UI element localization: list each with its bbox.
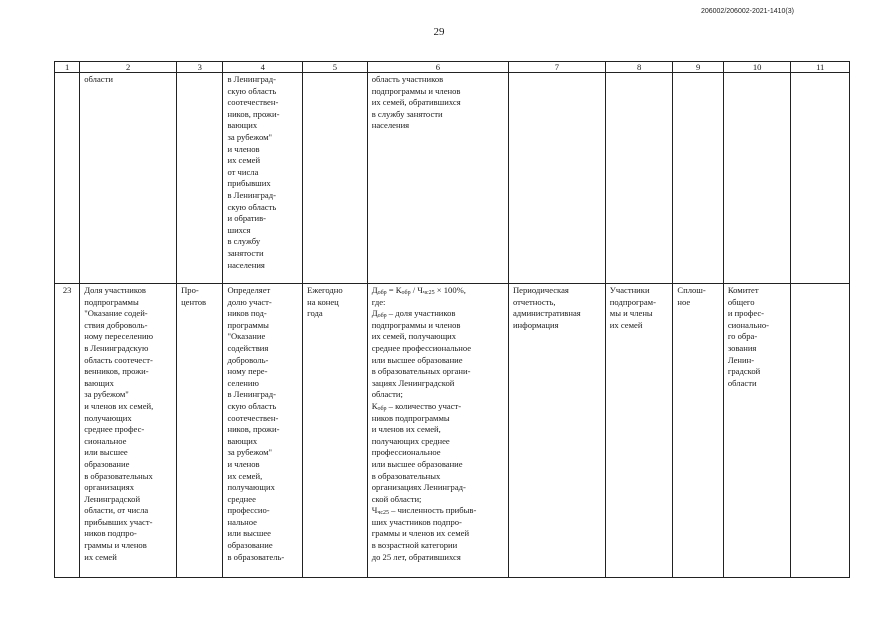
column-number: 10	[723, 62, 791, 73]
text-line: получающих	[84, 412, 132, 423]
text-line: населения	[371, 120, 410, 131]
text-line: программы	[227, 319, 269, 330]
cell-coverage	[673, 73, 723, 284]
text-line: венников, прожи-	[84, 366, 149, 377]
cell-unit	[177, 73, 223, 284]
text-line: селению	[227, 377, 259, 388]
text-line: Определяет	[227, 285, 271, 295]
text-line: подпрограммы и членов	[371, 85, 461, 96]
column-number: 1	[55, 62, 80, 73]
text-line: долю участ-	[227, 296, 272, 307]
column-number: 8	[605, 62, 673, 73]
cell-number: 23	[55, 284, 80, 578]
text-line: граммы и членов их семей	[371, 528, 470, 539]
text-line: или высшее	[227, 528, 271, 539]
text-line: ников под-	[227, 308, 267, 319]
text-line: прибывших	[227, 178, 271, 189]
text-line: сионально-	[727, 319, 769, 330]
text-line: за рубежом"	[227, 131, 273, 142]
text-line: года	[307, 308, 323, 319]
cell-definition	[223, 73, 303, 284]
text-line: в образовательных	[84, 470, 153, 481]
text-line: градской	[727, 366, 761, 377]
text-line: ской области;	[371, 493, 422, 504]
text-line: Ленинградской	[84, 493, 141, 504]
text-line: ников, прожи-	[227, 108, 280, 119]
column-number: 3	[177, 62, 223, 73]
text-line: мы и члены	[609, 308, 653, 319]
text-line: шихся	[227, 224, 251, 235]
text-line: ников, прожи-	[227, 424, 280, 435]
definition-d: $Д_{обр}$ – доля участников	[371, 308, 456, 320]
cell-unit-of-observation	[605, 73, 673, 284]
text-line: в Ленинград-	[227, 189, 276, 200]
text-line: в образовательных	[371, 470, 441, 481]
text-line: область участников	[371, 74, 444, 84]
text-line: "Оказание содей-	[84, 308, 148, 319]
cell-unit	[177, 284, 223, 578]
cell-unit-of-observation	[605, 284, 673, 578]
text-line: в Ленинград-	[227, 389, 276, 400]
column-number: 9	[673, 62, 723, 73]
cell-definition	[223, 284, 303, 578]
text-line: занятости	[227, 247, 264, 258]
formula-line: $Д_{обр} = К_{обр} / Ч_{чс25} \times 100\%$,	[371, 285, 466, 296]
text-line: среднее профессиональное	[371, 342, 472, 353]
text-line: образование	[84, 458, 130, 469]
cell-indicator-name	[80, 284, 177, 578]
text-line: отчетность,	[512, 296, 556, 307]
text-line: от числа	[227, 166, 259, 177]
text-line: нальное	[227, 516, 257, 527]
text-line: "Оказание	[227, 331, 266, 342]
text-line: их семей	[227, 155, 261, 166]
text-line: и членов	[227, 143, 260, 154]
text-line: и членов	[227, 458, 260, 469]
text-line: на конец	[307, 296, 339, 307]
text-line: до 25 лет, обратившихся	[371, 551, 461, 562]
text-line: ному переселению	[84, 331, 154, 342]
text-line: в Ленинград-	[227, 74, 276, 84]
cell-responsible	[723, 284, 791, 578]
text-line: и членов их семей,	[84, 400, 154, 411]
text-line: подпрограммы и членов	[371, 319, 461, 330]
text-line: Сплош-	[677, 285, 706, 295]
text-line: за рубежом"	[227, 447, 273, 458]
text-line: организациях	[84, 482, 135, 493]
text-line: в Ленинградскую	[84, 342, 149, 353]
text-line: в службу	[227, 236, 261, 247]
cell-notes	[791, 73, 850, 284]
text-line: вающих	[84, 377, 114, 388]
text-line: и обратив-	[227, 213, 267, 224]
text-line: зования	[727, 342, 757, 353]
text-line: их семей, получающих	[371, 331, 457, 342]
text-line: получающих	[227, 482, 275, 493]
text-line: доброволь-	[227, 354, 269, 365]
text-line: ников подпрограммы	[371, 412, 450, 423]
cell-formula	[367, 284, 508, 578]
cell-formula	[367, 73, 508, 284]
column-number: 6	[367, 62, 508, 73]
text-line: и членов их семей,	[371, 424, 441, 435]
text-line: содействия	[227, 342, 269, 353]
text-line: области, от числа	[84, 505, 149, 516]
text-line: в образователь-	[227, 551, 285, 562]
text-line: подпрограммы	[84, 296, 139, 307]
text-line: их семей	[84, 551, 117, 562]
text-line: административная	[512, 308, 581, 319]
indicators-table	[54, 61, 850, 578]
text-line: соотечествен-	[227, 412, 279, 423]
cell-notes	[791, 284, 850, 578]
text-line: или высшее образование	[371, 354, 463, 365]
cell-source	[508, 73, 605, 284]
text-line: в службу занятости	[371, 108, 443, 119]
column-number: 11	[791, 62, 850, 73]
text-line: вающих	[227, 120, 258, 131]
text-line: общего	[727, 296, 755, 307]
text-line: области;	[371, 389, 403, 400]
cell-period	[303, 73, 368, 284]
text-line: ствия доброволь-	[84, 319, 148, 330]
text-line: го обра-	[727, 331, 758, 342]
page-number: 29	[433, 26, 445, 38]
text-line: профессиональное	[371, 447, 441, 458]
cell-period	[303, 284, 368, 578]
text-line: ших участников подпро-	[371, 516, 462, 527]
text-line: населения	[227, 259, 265, 270]
text-line: скую область	[227, 201, 277, 212]
text-line: Ежегодно	[307, 285, 343, 295]
column-number: 2	[80, 62, 177, 73]
text-line: центов	[181, 296, 207, 307]
text-line: профессио-	[227, 505, 270, 516]
text-line: получающих среднее	[371, 435, 450, 446]
document-id: 206002/206002-2021-1410(3)	[700, 8, 794, 15]
cell-number	[55, 73, 80, 284]
text-line: организациях Ленинград-	[371, 482, 466, 493]
text-line: Участники	[609, 285, 650, 295]
table-row-23	[55, 284, 850, 578]
text-line: или высшее	[84, 447, 128, 458]
text-line: их семей	[609, 319, 643, 330]
text-line: скую область	[227, 400, 277, 411]
text-line: и профес-	[727, 308, 765, 319]
text-line: их семей,	[227, 470, 263, 481]
text-line: скую область	[227, 85, 277, 96]
text-line: Про-	[181, 285, 199, 295]
text-line: подпрограм-	[609, 296, 656, 307]
text-line: или высшее образование	[371, 458, 463, 469]
text-line: соотечествен-	[227, 97, 279, 108]
text-line: сиональное	[84, 435, 127, 446]
text-line: области	[84, 74, 113, 84]
text-line: Доля участников	[84, 285, 146, 295]
text-line: Периодическая	[512, 285, 569, 295]
text-line: ному пере-	[227, 366, 268, 377]
text-line: область соотечест-	[84, 354, 153, 365]
cell-coverage	[673, 284, 723, 578]
text-line: в возрастной категории	[371, 540, 458, 551]
text-line: Ленин-	[727, 354, 755, 365]
column-number: 5	[303, 62, 368, 73]
text-line: в образовательных органи-	[371, 366, 471, 377]
definition-ch: $Ч_{чс25}$ – численность прибыв-	[371, 505, 477, 517]
column-number: 4	[223, 62, 303, 73]
text-line: образование	[227, 540, 273, 551]
text-line: где:	[371, 296, 386, 307]
text-line: ников подпро-	[84, 528, 137, 539]
text-line: среднее	[227, 493, 256, 504]
text-line: граммы и членов	[84, 540, 147, 551]
text-line: среднее профес-	[84, 424, 145, 435]
text-line: зациях Ленинградской	[371, 377, 455, 388]
text-line: прибывших участ-	[84, 516, 153, 527]
text-line: их семей, обратившихся	[371, 97, 461, 108]
column-number: 7	[508, 62, 605, 73]
cell-responsible	[723, 73, 791, 284]
cell-source	[508, 284, 605, 578]
text-line: информация	[512, 319, 559, 330]
text-line: за рубежом"	[84, 389, 129, 400]
column-number-row	[55, 62, 850, 73]
table-row-continued	[55, 73, 850, 284]
text-line: Комитет	[727, 285, 759, 295]
definition-k: $К_{обр}$ – количество участ-	[371, 400, 462, 412]
text-line: вающих	[227, 435, 258, 446]
cell-indicator-name	[80, 73, 177, 284]
text-line: ное	[677, 296, 691, 307]
text-line: области	[727, 377, 757, 388]
